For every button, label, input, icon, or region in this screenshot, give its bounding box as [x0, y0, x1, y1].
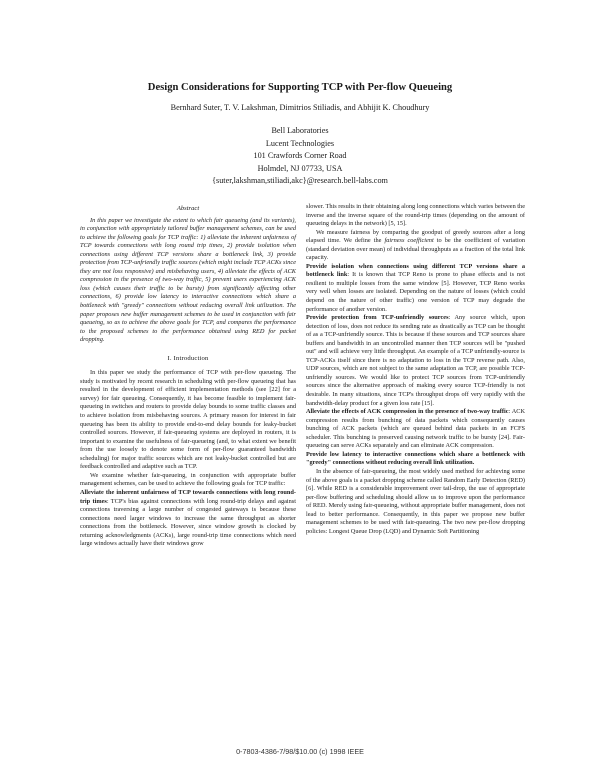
affiliation-street: 101 Crawfords Corner Road: [253, 151, 347, 160]
goal-4-heading: Alleviate the effects of ACK compression in the presence of two-way traffic: [306, 408, 509, 416]
fairness-term: fairness coefficient: [384, 237, 434, 245]
goal-5-heading: Provide low latency to interactive connections which share a bottleneck with "greedy" connections without reducing overall link utilization.: [306, 450, 525, 467]
affiliation-city: Holmdel, NJ 07733, USA: [257, 163, 343, 173]
goal-1-heading: Alleviate the inherent unfairness of TCP towards connections with long round-trip times: [80, 488, 296, 505]
right-last-paragraph: In the absence of fair-queueing, the most widely used method for achieving some of the above goals is a packet dropping scheme called Random Early Detection (RED) [6]. While RED is a considerable improvement over tail-drop, the use of appropriate per-flow buffering and scheduling should allow us to improve upon the performance of RED. Merely using fair-queueing, without appropriate buffer management, does not lead to better performance. Consequently, in this paper we propose new buffer management schemes to be used with fair-queueing. The two new per-flow dropping policies: Longest Queue Drop (LQD) and Dynamic Soft Partitioning: [306, 467, 525, 535]
goal-2-paragraph: [306, 263, 525, 314]
fairness-paragraph: [306, 229, 525, 263]
author-list: Bernhard Suter, T. V. Lakshman, Dimitrios Stiliadis, and Abhijit K. Choudhury: [170, 103, 430, 112]
affiliation-block: [0, 125, 600, 188]
fairness-text-b: to be the coefficient of variation (standard deviation over mean) of individual throughputs as a fraction of the total link capacity.: [306, 237, 525, 262]
intro-paragraph-2: We examine whether fair-queueing, in conjunction with appropriate buffer management schemes, can be used to achieve the following goals for TCP traffic:: [80, 471, 296, 488]
goal-2-heading: Provide isolation when connections using different TCP versions share a bottleneck link: [306, 262, 525, 279]
affiliation-email: {suter,lakshman,stiliadi,akc}@research.bell-labs.com: [212, 176, 388, 185]
abstract-body: In this paper we investigate the extent to which fair queueing (and its variants), in conjunction with appropriately tailored buffer management schemes, can be used to achieve the following goals for TCP traffic: 1) alleviate the inherent unfairness of TCP towards connections with long round trip times, 2) provide isolation when connections using different TCP versions share a bottleneck link, 3) provide protection from TCP-unfriendly traffic sources (which might include TCP ACKs since they are not loss responsive) and misbehaving users, 4) alleviate the effects of ACK compression in the presence of two-way traffic, 5) prevent users experiencing ACK loss (which causes their traffic to be bursty) from significantly affecting other connections, 6) provide low latency to interactive connections which share a bottleneck with "greedy" connections without reducing overall link utilization. The paper proposes new buffer management schemes to be used in conjunction with fair queueing, so as to achieve the above goals for TCP, and compares the performance to the proposed schemes to the performance obtained using RED for packet dropping.: [80, 216, 296, 344]
affiliation-org: Bell Laboratories: [271, 126, 329, 135]
right-paragraph-1: slower. This results in their obtaining along long connections which varies between the inverse and the inverse square of the round-trip times (depending on the amount of queueing delays in the network) [5, 15].: [306, 203, 526, 228]
copyright-footer: 0-7803-4386-7/98/$10.00 (c) 1998 IEEE: [236, 747, 364, 756]
left-column: [80, 205, 296, 549]
paper-title: Design Considerations for Supporting TCP with Per-flow Queueing: [147, 82, 453, 93]
intro-paragraph-1: In this paper we study the performance of TCP with per-flow queueing. The study is motivated by recent research in scheduling with per-flow queueing that has resulted in the development of efficient implementation methods (see [22] for a survey) for fair queueing. Consequently, it has become feasible to implement fair-queueing in switches and routers to provide delay bounds to some traffic classes and to achieve isolation from misbehaving sources. A primary reason for interest in fair queueing has been its ability to provide end-to-end delay bounds for leaky-bucket controlled sources. However, if fair-queueing systems are deployed in routers, it is important to examine the usefulness of fair-queueing (and, to what extent we benefit from the use loosely to denote some form of per-flow guaranteed bandwidth scheduling) for major traffic sources which are not leaky-bucket controlled but are feedback controlled and adaptive such as TCP.: [80, 369, 296, 471]
goal-4-paragraph: [306, 408, 525, 451]
goal-5-paragraph: [306, 451, 525, 468]
right-column: [306, 203, 525, 536]
abstract-heading: Abstract: [176, 205, 200, 212]
goal-3-body: : Any source which, upon detection of loss, does not reduce its sending rate as drastically as TCP can be thought of as a TCP-unfriendly source. This is because if these sources and TCP sources share buffers and bandwidth in an uncontrolled manner then TCP sources will be "pushed out" and will achieve very little throughput. An example of a TCP unfriendly-source is TCP-ACKs itself since there is no adaptation to loss in the TCP reverse path. Also, UDP sources, which are not subject to the same adaptation as TCP, are possible TCP-unfriendly sources. We would like to protect TCP sources from TCP-unfriendly sources since the alternative approach of making every source TCP-friendly is not desirable. In many situations, since TCP's throughput drops off very rapidly with the bandwidth-delay product for a given loss rate [15].: [306, 314, 525, 407]
goal-3-heading: Provide protection from TCP-unfriendly sources: [306, 314, 449, 322]
goal-4-body: : ACK compression results from bunching of data packets which consequently causes bunching of ACK packets (which are queued behind data packets in an FCFS scheduler. This bunching is preserved causing network traffic to be bursty [24]. Fair-queueing can serve ACKs separately and can eliminate ACK compression.: [306, 408, 525, 450]
affiliation-company: Lucent Technologies: [265, 138, 335, 148]
goal-3-paragraph: [306, 314, 525, 408]
goal-2-body: : It is known that TCP Reno is prone to phase effects and is not resilient to multiple losses from the same window [5]. However, TCP Reno works very well when losses are isolated. Depending on the nature of losses (which could depend on the nature of other traffic) one version of TCP may degrade the performance of another version.: [306, 271, 526, 313]
section-heading-introduction: I. Introduction: [167, 354, 209, 362]
goal-1-paragraph: [80, 489, 296, 549]
fairness-text-a: We measure fairness by comparing the goodput of greedy sources after a long elapsed time. We define the: [306, 228, 525, 245]
goal-1-body: : TCP's bias against connections with long round-trip delays and against connections traversing a large number of congested gateways is because these connections need larger windows to increase the same throughput as shorter connections from the bottleneck. However, since window growth is clocked by returning acknowledgments (ACKs), large round-trip time connections which need large windows actually have their windows grow: [80, 497, 296, 548]
